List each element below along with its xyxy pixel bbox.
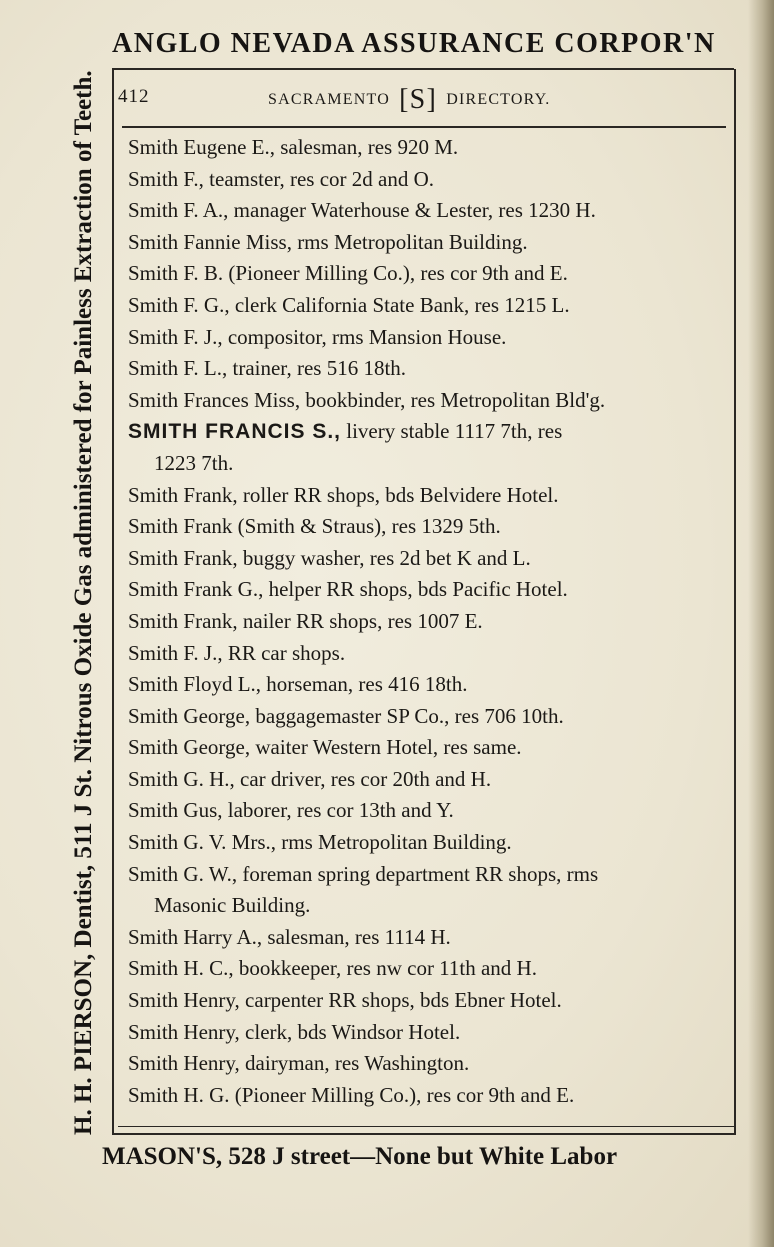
directory-entry bbox=[128, 859, 728, 922]
directory-entry: Smith Floyd L., horseman, res 416 18th. bbox=[128, 672, 468, 697]
directory-entry-featured bbox=[128, 416, 728, 479]
top-advertisement-banner: ANGLO NEVADA ASSURANCE CORPOR'N bbox=[112, 28, 716, 59]
directory-entry: Smith H. C., bookkeeper, res nw cor 11th and H. bbox=[128, 956, 537, 981]
directory-entries bbox=[128, 132, 728, 1111]
entry-continuation: 1223 7th. bbox=[154, 450, 234, 475]
directory-entry: Smith F., teamster, res cor 2d and O. bbox=[128, 166, 435, 191]
frame-top-rule bbox=[112, 68, 734, 70]
directory-entry: Smith Frank, roller RR shops, bds Belvidere Hotel. bbox=[128, 482, 559, 507]
directory-entry: Smith F. A., manager Waterhouse & Lester, res 1230 H. bbox=[128, 198, 596, 223]
directory-entry: Smith Frank, nailer RR shops, res 1007 E. bbox=[128, 608, 483, 633]
directory-entry: Smith Eugene E., salesman, res 920 M. bbox=[128, 135, 459, 159]
side-advertisement-banner: H. H. PIERSON, Dentist, 511 J St. Nitrous Oxide Gas administered for Painless Extraction of Teeth. bbox=[70, 70, 97, 1135]
running-head-section: DIRECTORY. bbox=[446, 91, 551, 108]
running-header bbox=[118, 82, 730, 120]
frame-bottom-inner-rule bbox=[118, 1126, 734, 1127]
directory-entry: Smith G. H., car driver, res cor 20th and H. bbox=[128, 766, 492, 791]
entry-continuation: Masonic Building. bbox=[154, 893, 311, 918]
entry-text: Smith G. W., foreman spring department RR shops, rms bbox=[128, 861, 599, 886]
directory-entry: Smith Frank G., helper RR shops, bds Pacific Hotel. bbox=[128, 577, 568, 602]
directory-entry: Smith Henry, carpenter RR shops, bds Ebner Hotel. bbox=[128, 988, 562, 1013]
frame-left-rule bbox=[112, 69, 114, 1134]
directory-entry: Smith Frank (Smith & Straus), res 1329 5th. bbox=[128, 514, 501, 539]
directory-entry: Smith Henry, dairyman, res Washington. bbox=[128, 1051, 470, 1076]
running-head-title bbox=[268, 84, 551, 116]
directory-entry: Smith F. J., compositor, rms Mansion House. bbox=[128, 324, 507, 349]
directory-entry: Smith Fannie Miss, rms Metropolitan Building. bbox=[128, 229, 528, 254]
directory-entry: Smith Henry, clerk, bds Windsor Hotel. bbox=[128, 1019, 461, 1044]
running-head-city: SACRAMENTO bbox=[268, 91, 390, 108]
frame-right-rule bbox=[734, 69, 736, 1134]
directory-entry: Smith Gus, laborer, res cor 13th and Y. bbox=[128, 798, 454, 823]
header-rule bbox=[122, 126, 726, 128]
featured-entry-text: livery stable 1117 7th, res bbox=[341, 419, 563, 444]
directory-entry: Smith Harry A., salesman, res 1114 H. bbox=[128, 924, 451, 949]
directory-entry: Smith F. J., RR car shops. bbox=[128, 640, 346, 665]
frame-bottom-rule bbox=[112, 1133, 736, 1135]
directory-entry: Smith George, baggagemaster SP Co., res 706 10th. bbox=[128, 703, 564, 728]
directory-entry: Smith F. L., trainer, res 516 18th. bbox=[128, 356, 407, 381]
directory-entry: Smith George, waiter Western Hotel, res same. bbox=[128, 735, 522, 760]
directory-entry: Smith H. G. (Pioneer Milling Co.), res cor 9th and E. bbox=[128, 1082, 575, 1107]
directory-entry: Smith F. B. (Pioneer Milling Co.), res cor 9th and E. bbox=[128, 261, 568, 286]
directory-entry: Smith G. V. Mrs., rms Metropolitan Building. bbox=[128, 830, 512, 855]
directory-entry: Smith Frank, buggy washer, res 2d bet K and L. bbox=[128, 545, 531, 570]
running-head-letter: [S] bbox=[399, 84, 437, 115]
directory-entry: Smith Frances Miss, bookbinder, res Metropolitan Bld'g. bbox=[128, 387, 606, 412]
featured-entry-name: SMITH FRANCIS S., bbox=[128, 420, 342, 444]
page-number: 412 bbox=[118, 86, 150, 107]
directory-entry: Smith F. G., clerk California State Bank, res 1215 L. bbox=[128, 292, 570, 317]
page-edge-shadow bbox=[748, 0, 774, 1247]
bottom-advertisement-banner: MASON'S, 528 J street—None but White Labor bbox=[102, 1143, 618, 1170]
